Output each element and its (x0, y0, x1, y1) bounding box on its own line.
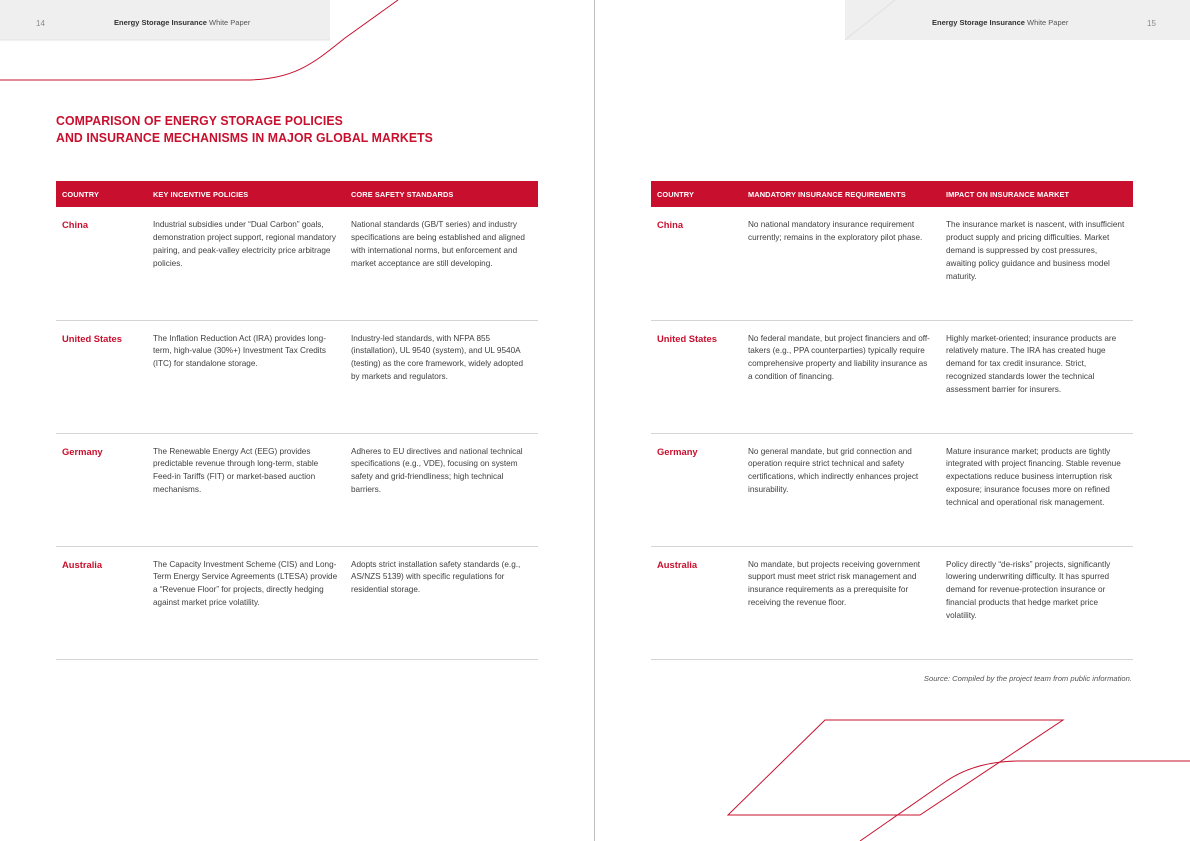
title-line-2: AND INSURANCE MECHANISMS IN MAJOR GLOBAL MARKETS (56, 130, 433, 145)
standards-cell: Industry-led standards, with NFPA 855 (installation), UL 9540 (system), and UL 9540A (testing) as the core framework, widely adopted by markets and regulators. (345, 320, 538, 433)
title-line-1: COMPARISON OF ENERGY STORAGE POLICIES (56, 113, 343, 128)
table-row (651, 546, 1133, 659)
incentive-cell: Industrial subsidies under “Dual Carbon” goals, demonstration project support, regional mandatory pairing, and peak-valley electricity price arbitrage policies. (147, 207, 345, 320)
right-page (595, 0, 1190, 841)
requirement-cell: No general mandate, but grid connection and operation require strict technical and safety certifications, which indirectly enhances project insurability. (742, 433, 940, 546)
table-row (651, 320, 1133, 433)
standards-cell: Adopts strict installation safety standards (e.g., AS/NZS 5139) with specific regulations for residential storage. (345, 546, 538, 659)
column-header: KEY INCENTIVE POLICIES (147, 181, 345, 207)
requirement-cell: No federal mandate, but project financiers and off-takers (e.g., PPA counterparties) typically require comprehensive property and liability insurance as a condition of financing. (742, 320, 940, 433)
requirement-cell: No mandate, but projects receiving government support must meet strict risk management and insurance requirements as a prerequisite for receiving the revenue floor. (742, 546, 940, 659)
impact-cell: Mature insurance market; products are tightly integrated with project financing. Stable revenue expectations reduce business interruption risk exposure; insurance focuses more on refined technical and operational risk management. (940, 433, 1133, 546)
column-header: IMPACT ON INSURANCE MARKET (940, 181, 1133, 207)
insurance-table (651, 181, 1133, 660)
incentive-cell: The Inflation Reduction Act (IRA) provides long-term, high-value (30%+) Investment Tax Credits (ITC) for standalone storage. (147, 320, 345, 433)
header-diagonal-decoration (595, 0, 1190, 60)
source-note: Source: Compiled by the project team from public information. (923, 674, 1132, 683)
page-number: 14 (36, 19, 45, 28)
country-cell: China (651, 207, 742, 320)
running-header (114, 18, 250, 27)
impact-cell: Highly market-oriented; insurance products are relatively mature. The IRA has created huge demand for tax credit insurance. Strict, recognized standards lower the technical assessment barrier for insurers. (940, 320, 1133, 433)
running-header-bold: Energy Storage Insurance (114, 18, 207, 27)
table-row (651, 433, 1133, 546)
country-cell: Germany (56, 433, 147, 546)
table-row (56, 320, 538, 433)
impact-cell: The insurance market is nascent, with insufficient product supply and pricing difficulties. Market demand is suppressed by cost pressures, awaiting policy guidance and business model maturity. (940, 207, 1133, 320)
page-number: 15 (1147, 19, 1156, 28)
table-row (56, 433, 538, 546)
header-curve-decoration (0, 0, 595, 90)
incentive-cell: The Capacity Investment Scheme (CIS) and Long-Term Energy Service Agreements (LTESA) provide a “Revenue Floor” for projects, directly hedging against market price volatility. (147, 546, 345, 659)
column-header: MANDATORY INSURANCE REQUIREMENTS (742, 181, 940, 207)
table-row (56, 207, 538, 320)
table-row (56, 546, 538, 659)
incentive-cell: The Renewable Energy Act (EEG) provides predictable revenue through long-term, stable Feed-in Tariffs (FIT) or market-based auction mechanisms. (147, 433, 345, 546)
table-row (651, 207, 1133, 320)
country-cell: Germany (651, 433, 742, 546)
policy-table (56, 181, 538, 660)
column-header: COUNTRY (56, 181, 147, 207)
impact-cell: Policy directly “de-risks” projects, significantly lowering underwriting difficulty. It has spurred demand for revenue-protection insurance or financial products that hedge market price volatility. (940, 546, 1133, 659)
page-title (56, 112, 433, 146)
running-header-normal: White Paper (1027, 18, 1069, 27)
table-header-row (56, 181, 538, 207)
country-cell: United States (651, 320, 742, 433)
table-header-row (651, 181, 1133, 207)
country-cell: China (56, 207, 147, 320)
standards-cell: Adheres to EU directives and national technical specifications (e.g., VDE), focusing on system safety and grid-friendliness; high technical barriers. (345, 433, 538, 546)
country-cell: United States (56, 320, 147, 433)
column-header: CORE SAFETY STANDARDS (345, 181, 538, 207)
requirement-cell: No national mandatory insurance requirement currently; remains in the exploratory pilot phase. (742, 207, 940, 320)
running-header (932, 18, 1068, 27)
column-header: COUNTRY (651, 181, 742, 207)
country-cell: Australia (651, 546, 742, 659)
running-header-normal: White Paper (209, 18, 251, 27)
standards-cell: National standards (GB/T series) and industry specifications are being established and aligned with international norms, but enforcement and market acceptance are still developing. (345, 207, 538, 320)
running-header-bold: Energy Storage Insurance (932, 18, 1025, 27)
country-cell: Australia (56, 546, 147, 659)
